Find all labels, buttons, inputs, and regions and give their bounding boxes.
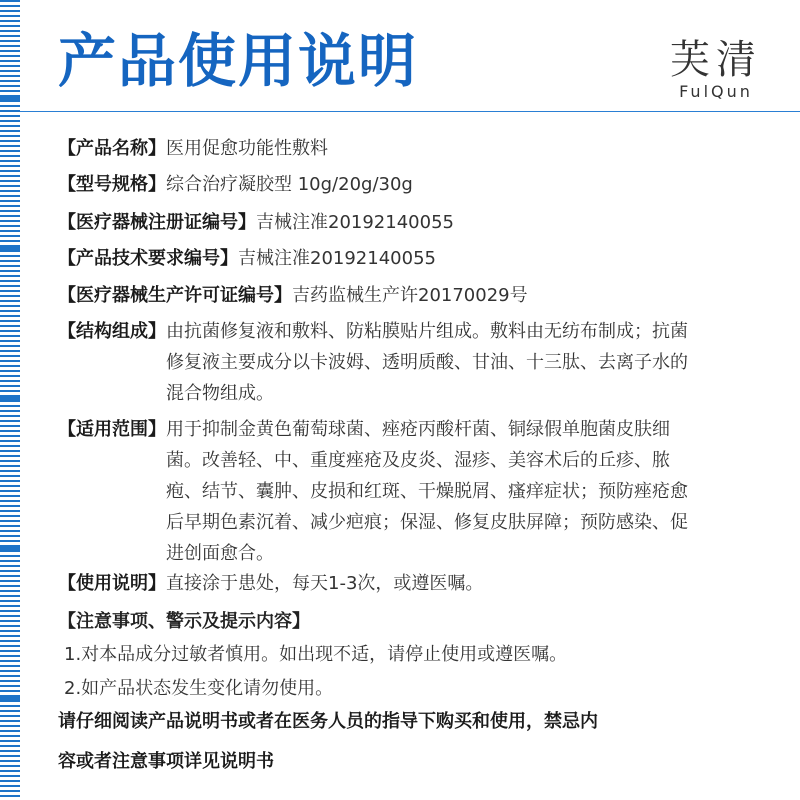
field-scope xyxy=(58,414,698,569)
field-value: 医用促愈功能性敷料 xyxy=(166,138,328,159)
field-tech-requirement-number xyxy=(58,248,436,270)
brand-name-cn: 芙清 xyxy=(670,37,762,83)
field-label: 【产品技术要求编号】 xyxy=(58,248,238,269)
ruler-major-tick xyxy=(0,246,20,251)
field-value: 用于抑制金黄色葡萄球菌、痤疮丙酸杆菌、铜绿假单胞菌皮肤细菌。改善轻、中、重度痤疮及皮炎、湿疹、美容术后的丘疹、脓疱、结节、囊肿、皮损和红斑、干燥脱屑、瘙痒症状；预防痤疮愈后早期色素沉着、减少疤痕；保湿、修复皮肤屏障；预防感染、促进创面愈合。 xyxy=(166,419,688,564)
field-label: 【结构组成】 xyxy=(58,321,166,342)
field-label: 【医疗器械生产许可证编号】 xyxy=(58,285,292,306)
field-registration-number xyxy=(58,212,454,234)
page-title: 产品使用说明 xyxy=(58,27,419,95)
brand-name-en: FulQun xyxy=(679,82,753,101)
field-value: 吉械注准20192140055 xyxy=(256,212,454,233)
field-label: 【型号规格】 xyxy=(58,174,166,195)
field-value: 综合治疗凝胶型 10g/20g/30g xyxy=(166,174,413,195)
note-item: 2.如产品状态发生变化请勿使用。 xyxy=(64,678,334,699)
left-ruler-decoration xyxy=(0,0,20,800)
field-structure xyxy=(58,316,698,409)
field-production-license xyxy=(58,285,528,307)
ruler-major-tick xyxy=(0,96,20,101)
footer-disclaimer: 请仔细阅读产品说明书或者在医务人员的指导下购买和使用，禁忌内容或者注意事项详见说明书 xyxy=(58,711,598,772)
field-value: 吉药监械生产许20170029号 xyxy=(292,285,528,306)
field-label: 【使用说明】 xyxy=(58,573,166,594)
field-label: 【适用范围】 xyxy=(58,419,166,440)
field-label: 【产品名称】 xyxy=(58,138,166,159)
ruler-major-tick xyxy=(0,396,20,401)
field-value: 直接涂于患处，每天1-3次，或遵医嘱。 xyxy=(166,573,484,594)
field-usage xyxy=(58,573,483,595)
field-value: 吉械注准20192140055 xyxy=(238,248,436,269)
brand-logo xyxy=(670,37,762,101)
field-product-name xyxy=(58,138,328,160)
note-item: 1.对本品成分过敏者慎用。如出现不适，请停止使用或遵医嘱。 xyxy=(64,644,568,665)
ruler-major-tick xyxy=(0,546,20,551)
field-label: 【医疗器械注册证编号】 xyxy=(58,212,256,233)
field-model-spec xyxy=(58,174,413,196)
title-divider xyxy=(20,111,800,112)
notes-header: 【注意事项、警示及提示内容】 xyxy=(58,611,310,632)
ruler-major-tick xyxy=(0,696,20,701)
field-value: 由抗菌修复液和敷料、防粘膜贴片组成。敷料由无纺布制成；抗菌修复液主要成分以卡波姆、透明质酸、甘油、十三肽、去离子水的混合物组成。 xyxy=(166,321,688,404)
